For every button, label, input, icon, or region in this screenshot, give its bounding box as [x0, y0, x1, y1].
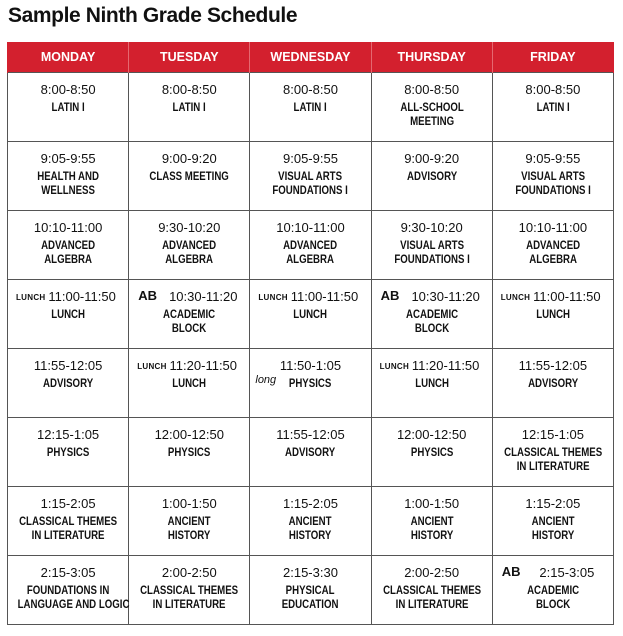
period-time: 11:55-12:05 — [518, 358, 588, 373]
subject-name — [381, 515, 482, 543]
subject-line: PHYSICS — [289, 378, 332, 390]
period-time: 8:00-8:50 — [40, 82, 96, 97]
lunch-tag: LUNCH — [379, 362, 410, 371]
period-time: 12:00-12:50 — [396, 427, 467, 442]
subject-line: LUNCH — [172, 378, 207, 390]
subject-name — [18, 170, 119, 198]
period-time: 9:05-9:55 — [525, 151, 581, 166]
schedule-cell — [492, 556, 613, 625]
subject-line: CLASSICAL THEMES — [19, 516, 118, 528]
period-time: 11:20-11:50 — [169, 358, 238, 373]
subject-name — [139, 239, 240, 267]
subject-line: ADVISORY — [527, 378, 578, 390]
subject-line: ANCIENT — [167, 516, 211, 528]
period-time: 2:15-3:05 — [539, 565, 595, 580]
subject-line: ACADEMIC — [163, 309, 216, 321]
schedule-cell — [371, 349, 492, 418]
period-time: 10:10-11:00 — [518, 220, 588, 235]
subject-line: WELLNESS — [41, 185, 95, 197]
subject-line: ADVISORY — [285, 447, 336, 459]
subject-line: HISTORY — [531, 530, 575, 542]
subject-line: BLOCK — [414, 323, 449, 335]
period-time: 9:00-9:20 — [161, 151, 217, 166]
schedule-cell — [129, 73, 250, 142]
schedule-row — [8, 211, 614, 280]
subject-line: ALGEBRA — [528, 254, 577, 266]
period-time: 11:00-11:50 — [533, 289, 601, 304]
schedule-row — [8, 349, 614, 418]
subject-name — [139, 584, 240, 612]
subject-line: ADVISORY — [43, 378, 94, 390]
schedule-cell — [492, 280, 613, 349]
schedule-cell — [8, 556, 129, 625]
period-time: 1:15-2:05 — [283, 496, 338, 511]
subject-name — [381, 584, 482, 612]
subject-name — [381, 101, 482, 129]
subject-line: ADVANCED — [41, 240, 96, 252]
subject-name — [139, 308, 240, 336]
schedule-cell — [492, 211, 613, 280]
period-time: 1:00-1:50 — [404, 496, 460, 511]
subject-name — [139, 446, 240, 460]
subject-line: LUNCH — [414, 378, 449, 390]
schedule-cell — [129, 418, 250, 487]
schedule-cell — [250, 487, 371, 556]
subject-line: ACADEMIC — [526, 585, 579, 597]
schedule-cell — [129, 556, 250, 625]
schedule-cell — [371, 142, 492, 211]
subject-name — [502, 239, 603, 267]
subject-line: ACADEMIC — [405, 309, 458, 321]
subject-name — [502, 584, 603, 612]
subject-line: BLOCK — [172, 323, 207, 335]
subject-line: ALGEBRA — [165, 254, 214, 266]
schedule-cell — [8, 487, 129, 556]
subject-name — [502, 170, 603, 198]
subject-name — [381, 377, 482, 391]
subject-line: EDUCATION — [282, 599, 339, 611]
period-time: 11:55-12:05 — [276, 427, 345, 442]
subject-line: CLASS MEETING — [149, 171, 229, 183]
schedule-cell — [492, 73, 613, 142]
subject-line: ALGEBRA — [44, 254, 92, 266]
period-time: 11:00-11:50 — [290, 289, 359, 304]
period-time: 11:50-1:05 — [279, 358, 342, 373]
subject-line: LATIN I — [172, 102, 206, 114]
schedule-cell — [250, 73, 371, 142]
subject-line: LATIN I — [51, 102, 85, 114]
subject-line: VISUAL ARTS — [278, 171, 343, 183]
subject-line: LATIN I — [293, 102, 328, 114]
subject-line: IN LITERATURE — [516, 461, 590, 473]
schedule-cell — [129, 142, 250, 211]
subject-line: FOUNDATIONS I — [272, 185, 349, 197]
subject-line: HEALTH AND — [37, 171, 99, 183]
day-header-row — [8, 42, 614, 73]
schedule-row — [8, 487, 614, 556]
period-time: 8:00-8:50 — [283, 82, 338, 97]
subject-line: LANGUAGE AND LOGIC — [17, 599, 130, 611]
schedule-cell — [8, 349, 129, 418]
subject-name — [260, 377, 361, 391]
period-time: 9:05-9:55 — [283, 151, 338, 166]
subject-line: HISTORY — [410, 530, 453, 542]
schedule-row — [8, 556, 614, 625]
schedule-row — [8, 73, 614, 142]
lunch-tag: LUNCH — [137, 362, 167, 371]
period-time: 1:15-2:05 — [40, 496, 96, 511]
subject-line: MEETING — [409, 116, 454, 128]
subject-name — [18, 101, 119, 115]
schedule-cell — [492, 142, 613, 211]
subject-name — [260, 584, 361, 612]
subject-name — [18, 446, 119, 460]
schedule-cell — [8, 142, 129, 211]
day-header-friday: FRIDAY — [492, 42, 613, 73]
schedule-row — [8, 280, 614, 349]
subject-line: FOUNDATIONS I — [393, 254, 470, 266]
lunch-tag: LUNCH — [500, 293, 531, 302]
schedule-cell — [371, 73, 492, 142]
schedule-row — [8, 418, 614, 487]
subject-line: CLASSICAL THEMES — [140, 585, 239, 597]
subject-name — [502, 308, 603, 322]
period-time: 9:30-10:20 — [158, 220, 221, 235]
period-time: 12:15-1:05 — [37, 427, 100, 442]
period-time: 9:05-9:55 — [40, 151, 96, 166]
period-time: 2:15-3:05 — [40, 565, 96, 580]
subject-line: ANCIENT — [288, 516, 332, 528]
subject-line: IN LITERATURE — [395, 599, 469, 611]
period-time: 11:20-11:50 — [411, 358, 480, 373]
long-period-tag: long — [255, 374, 277, 386]
period-time: 12:15-1:05 — [521, 427, 584, 442]
subject-name — [139, 377, 240, 391]
subject-line: BLOCK — [535, 599, 571, 611]
schedule-cell — [492, 349, 613, 418]
day-header-monday: MONDAY — [8, 42, 129, 73]
subject-name — [260, 446, 361, 460]
period-time: 9:00-9:20 — [404, 151, 460, 166]
lunch-tag: LUNCH — [16, 293, 46, 302]
subject-line: ALL-SCHOOL — [399, 102, 464, 114]
subject-name — [381, 308, 482, 336]
subject-name — [18, 239, 119, 267]
subject-name — [139, 170, 240, 184]
subject-name — [18, 515, 119, 543]
schedule-cell — [371, 487, 492, 556]
subject-line: LUNCH — [51, 309, 85, 321]
schedule-body — [8, 73, 614, 625]
subject-line: ADVISORY — [406, 171, 457, 183]
subject-name — [17, 584, 130, 612]
subject-name — [381, 239, 482, 267]
subject-line: LUNCH — [535, 309, 570, 321]
schedule-cell — [129, 211, 250, 280]
day-header-wednesday: WEDNESDAY — [250, 42, 371, 73]
period-time: 10:30-11:20 — [169, 289, 238, 304]
subject-line: ADVANCED — [162, 240, 217, 252]
period-time: 8:00-8:50 — [525, 82, 581, 97]
period-time: 9:30-10:20 — [400, 220, 463, 235]
day-header-thursday: THURSDAY — [371, 42, 492, 73]
subject-line: CLASSICAL THEMES — [382, 585, 481, 597]
period-time: 10:10-11:00 — [276, 220, 345, 235]
subject-name — [260, 515, 361, 543]
period-time: 12:00-12:50 — [154, 427, 224, 442]
subject-name — [18, 377, 119, 391]
period-time: 2:15-3:30 — [283, 565, 338, 580]
schedule-table — [7, 42, 614, 625]
schedule-cell — [371, 418, 492, 487]
period-time: 11:55-12:05 — [33, 358, 103, 373]
subject-line: PHYSICS — [168, 447, 211, 459]
subject-line: LATIN I — [536, 102, 570, 114]
schedule-cell — [8, 280, 129, 349]
period-time: 1:15-2:05 — [525, 496, 581, 511]
subject-line: IN LITERATURE — [152, 599, 226, 611]
subject-line: VISUAL ARTS — [399, 240, 464, 252]
schedule-cell — [492, 418, 613, 487]
subject-name — [260, 239, 361, 267]
academic-block-tag: AB — [138, 288, 157, 303]
subject-line: ANCIENT — [410, 516, 454, 528]
schedule-cell — [250, 211, 371, 280]
subject-line: ALGEBRA — [286, 254, 335, 266]
schedule-cell — [8, 73, 129, 142]
academic-block-tag: AB — [380, 288, 400, 303]
schedule-cell — [250, 142, 371, 211]
subject-line: HISTORY — [168, 530, 211, 542]
schedule-row — [8, 142, 614, 211]
subject-line: PHYSICAL — [286, 585, 335, 597]
lunch-tag: LUNCH — [258, 293, 288, 302]
period-time: 8:00-8:50 — [161, 82, 217, 97]
subject-name — [260, 101, 361, 115]
schedule-cell — [8, 211, 129, 280]
subject-line: PHYSICS — [410, 447, 453, 459]
subject-name — [381, 446, 482, 460]
schedule-cell — [129, 280, 250, 349]
period-time: 10:30-11:20 — [411, 289, 480, 304]
period-time: 2:00-2:50 — [404, 565, 460, 580]
subject-line: VISUAL ARTS — [520, 171, 585, 183]
schedule-cell — [250, 556, 371, 625]
subject-name — [139, 515, 240, 543]
subject-name — [260, 308, 361, 322]
period-time: 1:00-1:50 — [161, 496, 217, 511]
subject-name — [139, 101, 240, 115]
academic-block-tag: AB — [501, 564, 521, 579]
subject-name — [502, 377, 603, 391]
period-time: 10:10-11:00 — [33, 220, 103, 235]
subject-name — [502, 101, 603, 115]
subject-line: IN LITERATURE — [31, 530, 105, 542]
schedule-cell — [492, 487, 613, 556]
subject-line: ANCIENT — [531, 516, 575, 528]
subject-line: FOUNDATIONS IN — [26, 585, 110, 597]
subject-name — [260, 170, 361, 198]
schedule-cell — [250, 349, 371, 418]
period-time: 11:00-11:50 — [48, 289, 116, 304]
day-header-tuesday: TUESDAY — [129, 42, 250, 73]
subject-line: HISTORY — [289, 530, 332, 542]
schedule-cell — [129, 487, 250, 556]
subject-line: CLASSICAL THEMES — [503, 447, 602, 459]
subject-name — [18, 308, 119, 322]
subject-line: LUNCH — [293, 309, 328, 321]
schedule-cell — [129, 349, 250, 418]
schedule-cell — [371, 556, 492, 625]
schedule-cell — [250, 418, 371, 487]
schedule-cell — [250, 280, 371, 349]
schedule-cell — [8, 418, 129, 487]
subject-name — [502, 515, 603, 543]
period-time: 2:00-2:50 — [161, 565, 217, 580]
period-time: 8:00-8:50 — [404, 82, 460, 97]
subject-name — [381, 170, 482, 184]
subject-line: ADVANCED — [525, 240, 580, 252]
schedule-cell — [371, 211, 492, 280]
schedule-cell — [371, 280, 492, 349]
page-title: Sample Ninth Grade Schedule — [8, 4, 298, 27]
subject-line: ADVANCED — [283, 240, 338, 252]
subject-line: PHYSICS — [46, 447, 90, 459]
subject-line: FOUNDATIONS I — [515, 185, 591, 197]
subject-name — [502, 446, 603, 474]
